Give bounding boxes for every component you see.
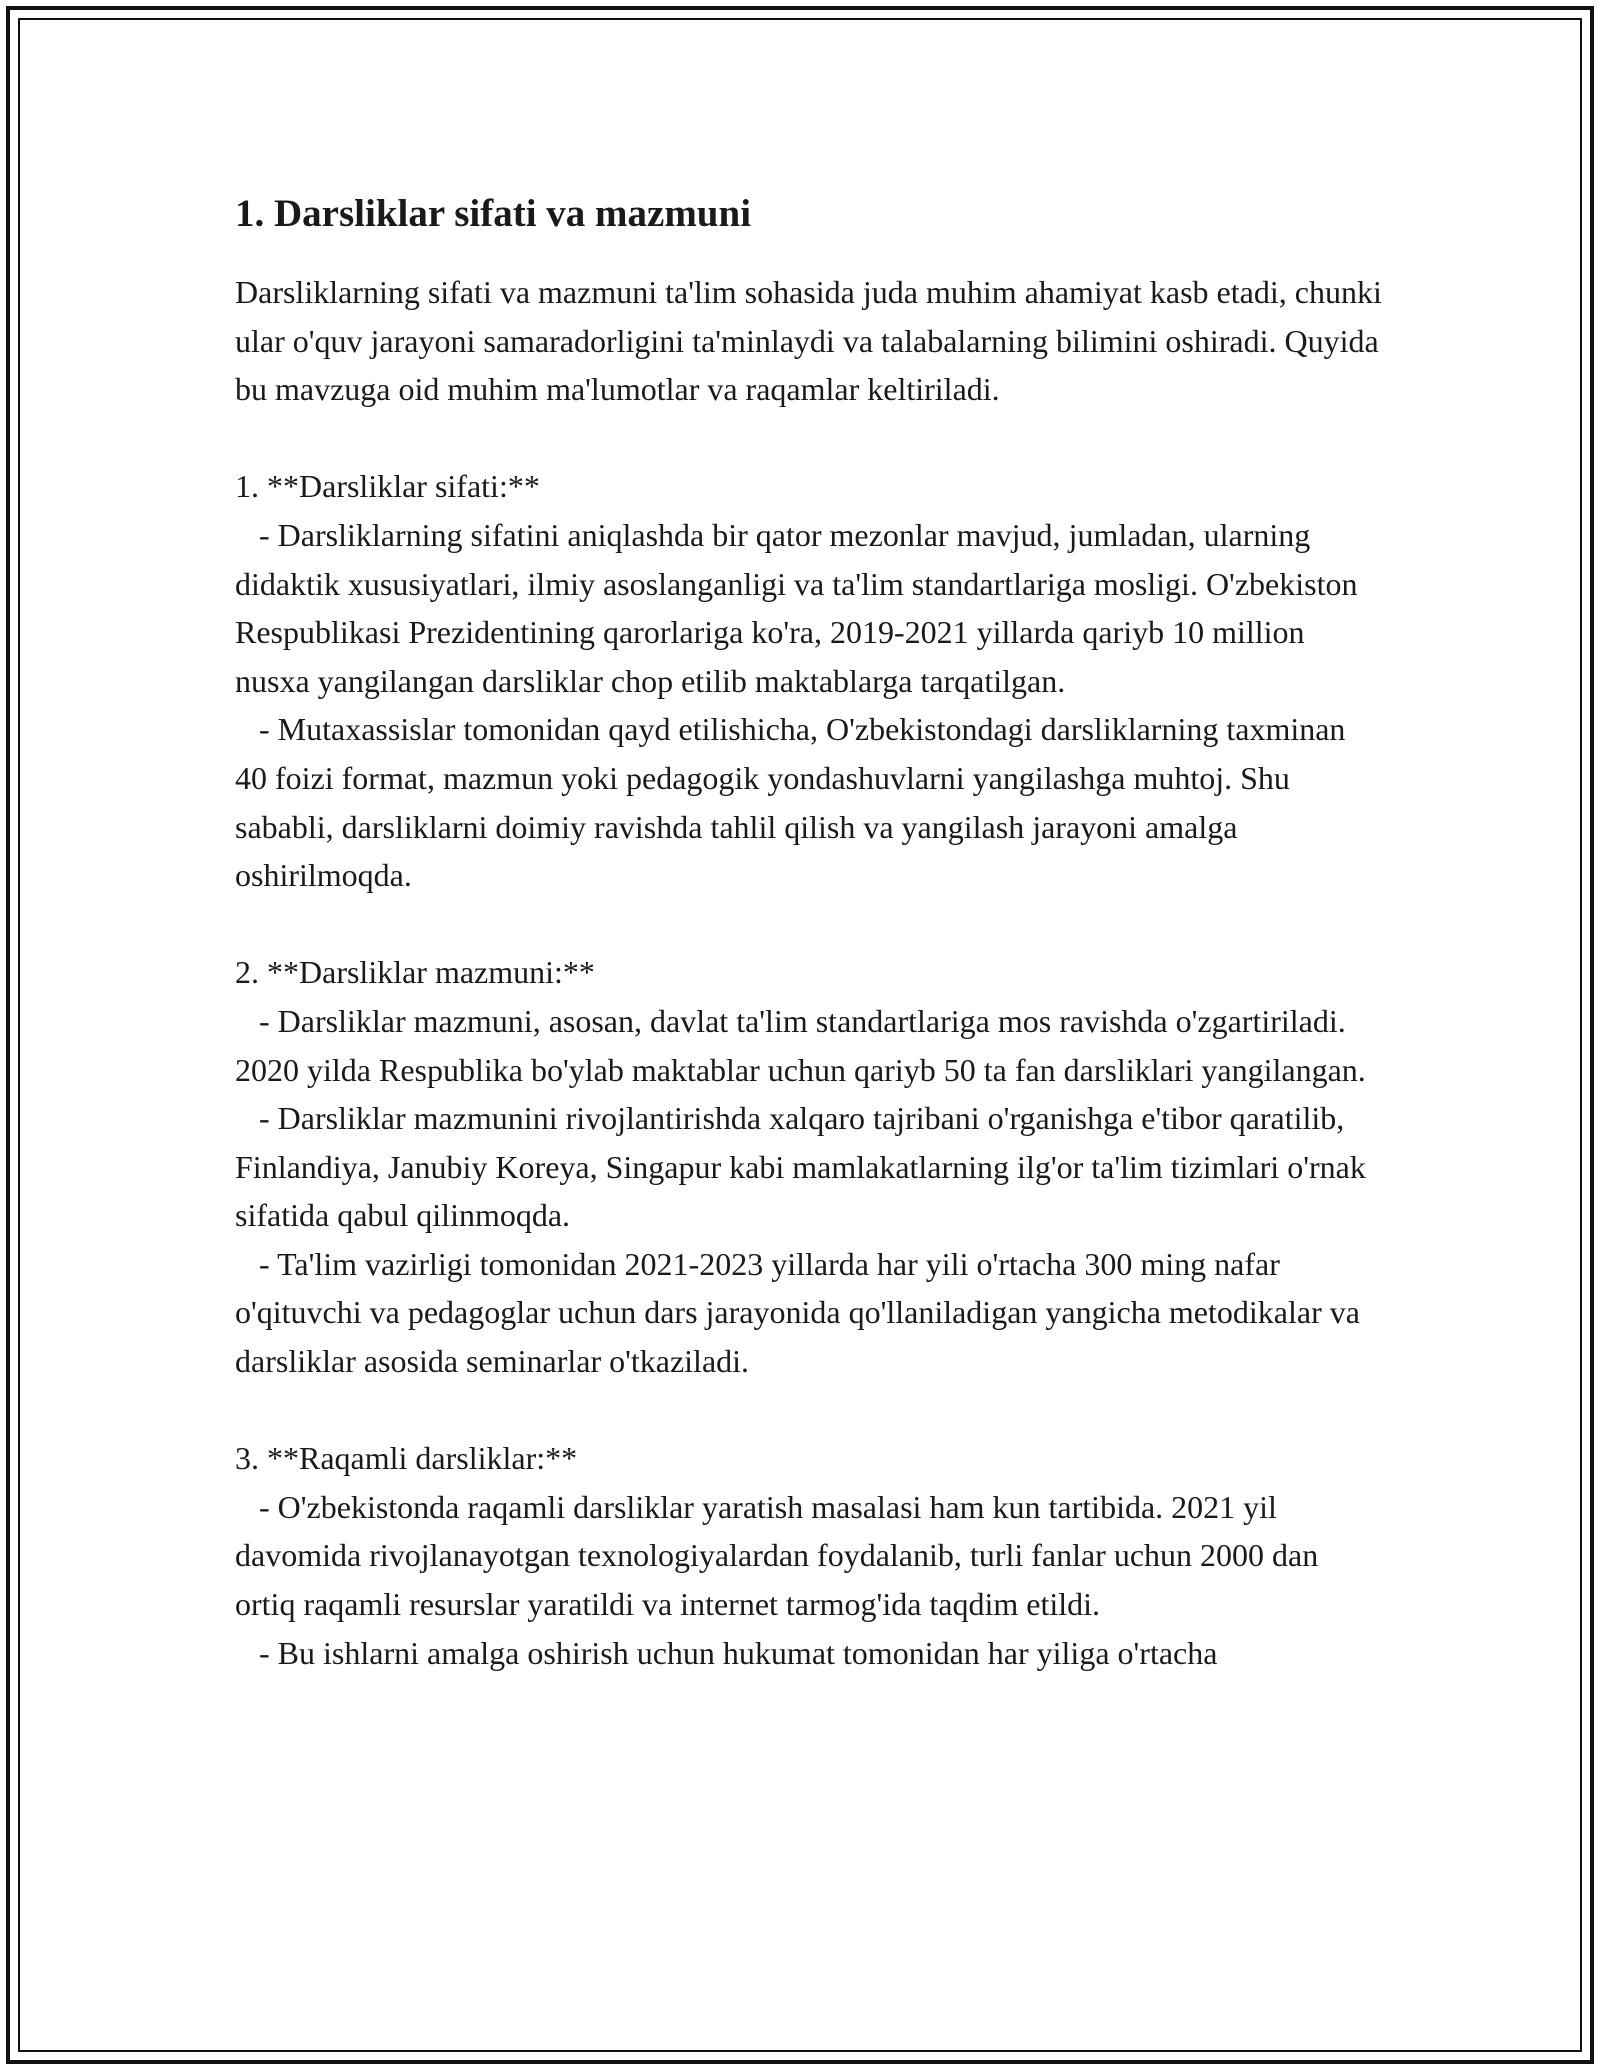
section-heading: 3. **Raqamli darsliklar:** [235,1440,578,1477]
section-content [235,948,1385,1385]
bullet-item: - O'zbekistonda raqamli darsliklar yaratish masalasi ham kun tartibida. 2021 yil davomida rivojlanayotgan texnologiyalardan foydalanib, turli fanlar uchun 2000 dan ortiq raqamli resurslar yaratildi va internet tarmog'ida taqdim etildi. [235,1488,1327,1623]
bullet-item: - Darsliklarning sifatini aniqlashda bir qator mezonlar mavjud, jumladan, ularning didaktik xususiyatlari, ilmiy asoslanganligi va ta'lim standartlariga mosligi. O'zbekiston Respublikasi Prezidentining qarorlariga ko'ra, 2019-2021 yillarda qariyb 10 million nusxa yangilangan darsliklar chop etilib maktablarga tarqatilgan. [235,516,1366,699]
document-body [235,186,1385,1677]
bullet-item: - Bu ishlarni amalga oshirish uchun hukumat tomonidan har yiliga o'rtacha [235,1634,1218,1671]
paragraph-gap [235,900,1385,949]
intro-paragraph: Darsliklarning sifati va mazmuni ta'lim sohasida juda muhim ahamiyat kasb etadi, chunki ular o'quv jarayoni samaradorligini ta'minlaydi va talabalarning bilimini oshiradi. Quyida bu mavzuga oid muhim ma'lumotlar va raqamlar keltiriladi. [235,274,1382,408]
paragraph-gap [235,414,1385,463]
section-heading: 1. **Darsliklar sifati:** [235,468,540,505]
bullet-item: - Darsliklar mazmuni, asosan, davlat ta'lim standartlariga mos ravishda o'zgartiriladi. 2020 yilda Respublika bo'ylab maktablar uchun qariyb 50 ta fan darsliklari yangilangan. [235,1002,1366,1088]
paragraph-gap [235,1386,1385,1435]
section-quality [235,462,1385,899]
bullet-item: - Mutaxassislar tomonidan qayd etilishicha, O'zbekistondagi darsliklarning taxminan 40 foizi format, mazmun yoki pedagogik yondashuvlarni yangilashga muhtoj. Shu sababli, darsliklarni doimiy ravishda tahlil qilish va yangilash jarayoni amalga oshirilmoqda. [235,711,1354,894]
section-heading: 2. **Darsliklar mazmuni:** [235,954,595,991]
bullet-item: - Darsliklar mazmunini rivojlantirishda xalqaro tajribani o'rganishga e'tibor qaratilib, Finlandiya, Janubiy Koreya, Singapur kabi mamlakatlarning ilg'or ta'lim tizimlari o'rnak sifatida qabul qilinmoqda. [235,1100,1374,1234]
section-digital [235,1434,1385,1677]
document-title: 1. Darsliklar sifati va mazmuni [235,192,752,235]
bullet-item: - Ta'lim vazirligi tomonidan 2021-2023 yillarda har yili o'rtacha 300 ming nafar o'qituvchi va pedagoglar uchun dars jarayonida qo'llaniladigan yangicha metodikalar va darsliklar asosida seminarlar o'tkaziladi. [235,1245,1368,1380]
